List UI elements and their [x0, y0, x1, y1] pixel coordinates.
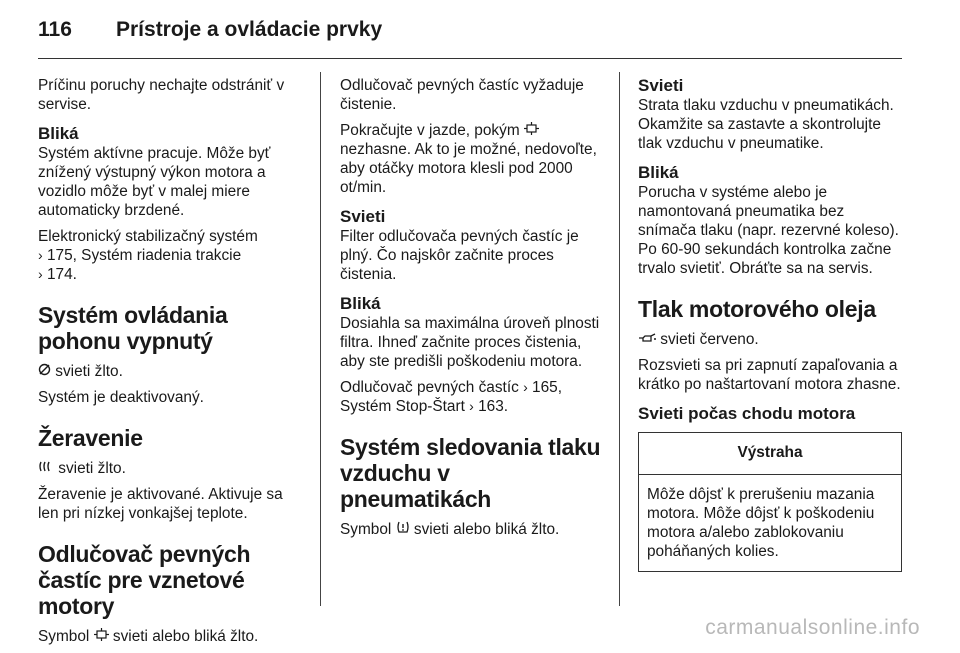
section-subheading: Svieti počas chodu motora: [638, 404, 856, 423]
ref-link[interactable]: 163.: [478, 398, 509, 415]
column-1: [38, 76, 300, 653]
arrow-ref-icon: ›: [469, 398, 474, 414]
section-heading: Žeravenie: [38, 425, 143, 451]
page-number: 116: [38, 18, 72, 41]
paragraph: [38, 362, 300, 381]
particulate-filter-icon: [94, 627, 109, 646]
traction-off-icon: [38, 362, 51, 381]
paragraph: [340, 121, 602, 197]
paragraph: Rozsvieti sa pri zapnutí zapaľovania a krátko po naštartovaní motora zhasne.: [638, 357, 901, 393]
section-heading: Tlak motorového oleja: [638, 296, 876, 322]
section-heading: Odlučovač pevných častíc pre vznetové motory: [38, 541, 251, 619]
ref-text: Elektronický stabilizačný systém: [38, 228, 258, 245]
section-subheading: Svieti: [340, 207, 386, 226]
symbol-label: Symbol: [38, 628, 90, 645]
column-divider: [320, 72, 321, 606]
paragraph: [638, 330, 903, 349]
warning-text: Môže dôjsť k prerušeniu mazania motora. Môže dôjsť k poškodeniu motora a/alebo zablokovaniu poháňaných kolies.: [647, 486, 875, 560]
paragraph: Porucha v systéme alebo je namontovaná pneumatika bez snímača tlaku (napr. rezervné koleso). Po 60-90 sekundách kontrolka začne trvalo svietiť. Obráťte sa na servis.: [638, 184, 899, 277]
status-text: svieti žlto.: [55, 363, 123, 380]
paragraph: Systém aktívne pracuje. Môže byť znížený výstupný výkon motora a vozidlo môže byť v malej miere automaticky brzdené.: [38, 145, 271, 219]
column-2: [340, 76, 602, 546]
intro-text: Príčinu poruchy nechajte odstrániť v servise.: [38, 77, 285, 113]
text-span: Pokračujte v jazde, pokým: [340, 122, 520, 139]
paragraph: Systém je deaktivovaný.: [38, 389, 204, 406]
cross-reference: [38, 227, 300, 284]
section-heading: Systém sledovania tlaku vzduchu v pneumatikách: [340, 434, 601, 512]
paragraph: Žeravenie je aktivované. Aktivuje sa len pri nízkej vonkajšej teplote.: [38, 486, 283, 522]
tire-pressure-icon: [396, 520, 410, 539]
glow-plug-icon: [38, 459, 54, 478]
arrow-ref-icon: ›: [38, 266, 43, 282]
section-subheading: Bliká: [340, 294, 381, 313]
paragraph: Dosiahla sa maximálna úroveň plnosti filtra. Ihneď začnite proces čistenia, aby ste predišli poškodeniu motora.: [340, 315, 600, 370]
oil-pressure-icon: [638, 330, 656, 349]
status-text: svieti červeno.: [660, 331, 759, 348]
ref-link[interactable]: 165,: [532, 379, 562, 396]
ref-text: Systém Stop-Štart: [340, 398, 465, 415]
cross-reference: [340, 378, 602, 416]
watermark: carmanualsonline.info: [705, 616, 920, 639]
section-subheading: Bliká: [38, 124, 79, 143]
status-text: svieti alebo bliká žlto.: [413, 521, 560, 538]
warning-box: [638, 432, 902, 572]
paragraph: Strata tlaku vzduchu v pneumatikách. Okamžite sa zastavte a skontrolujte tlak vzduchu v pneumatike.: [638, 97, 894, 152]
arrow-ref-icon: ›: [523, 379, 528, 395]
paragraph: Odlučovač pevných častíc vyžaduje čistenie.: [340, 77, 584, 113]
column-3: [638, 76, 903, 572]
text-span: nezhasne. Ak to je možné, nedovoľte, aby otáčky motora klesli pod 2000 ot/min.: [340, 141, 597, 196]
paragraph: Filter odlučovača pevných častíc je plný. Čo najskôr začnite proces čistenia.: [340, 228, 579, 283]
paragraph: [38, 627, 300, 646]
header-divider: [38, 58, 902, 59]
arrow-ref-icon: ›: [38, 247, 43, 263]
column-divider: [619, 72, 620, 606]
section-subheading: Svieti: [638, 76, 684, 95]
section-heading: Systém ovládania pohonu vypnutý: [38, 302, 228, 354]
status-text: svieti žlto.: [58, 460, 126, 477]
ref-text: Odlučovač pevných častíc: [340, 379, 519, 396]
warning-title: Výstraha: [639, 433, 901, 475]
paragraph: [38, 459, 300, 478]
symbol-label: Symbol: [340, 521, 392, 538]
page-header: [38, 18, 382, 48]
paragraph: [340, 520, 602, 539]
section-subheading: Bliká: [638, 163, 679, 182]
status-text: svieti alebo bliká žlto.: [112, 628, 259, 645]
ref-link[interactable]: 174.: [46, 266, 77, 283]
page-title: Prístroje a ovládacie prvky: [116, 18, 383, 41]
ref-link[interactable]: 175, Systém riadenia trakcie: [46, 247, 242, 264]
particulate-filter-icon: [524, 121, 539, 140]
